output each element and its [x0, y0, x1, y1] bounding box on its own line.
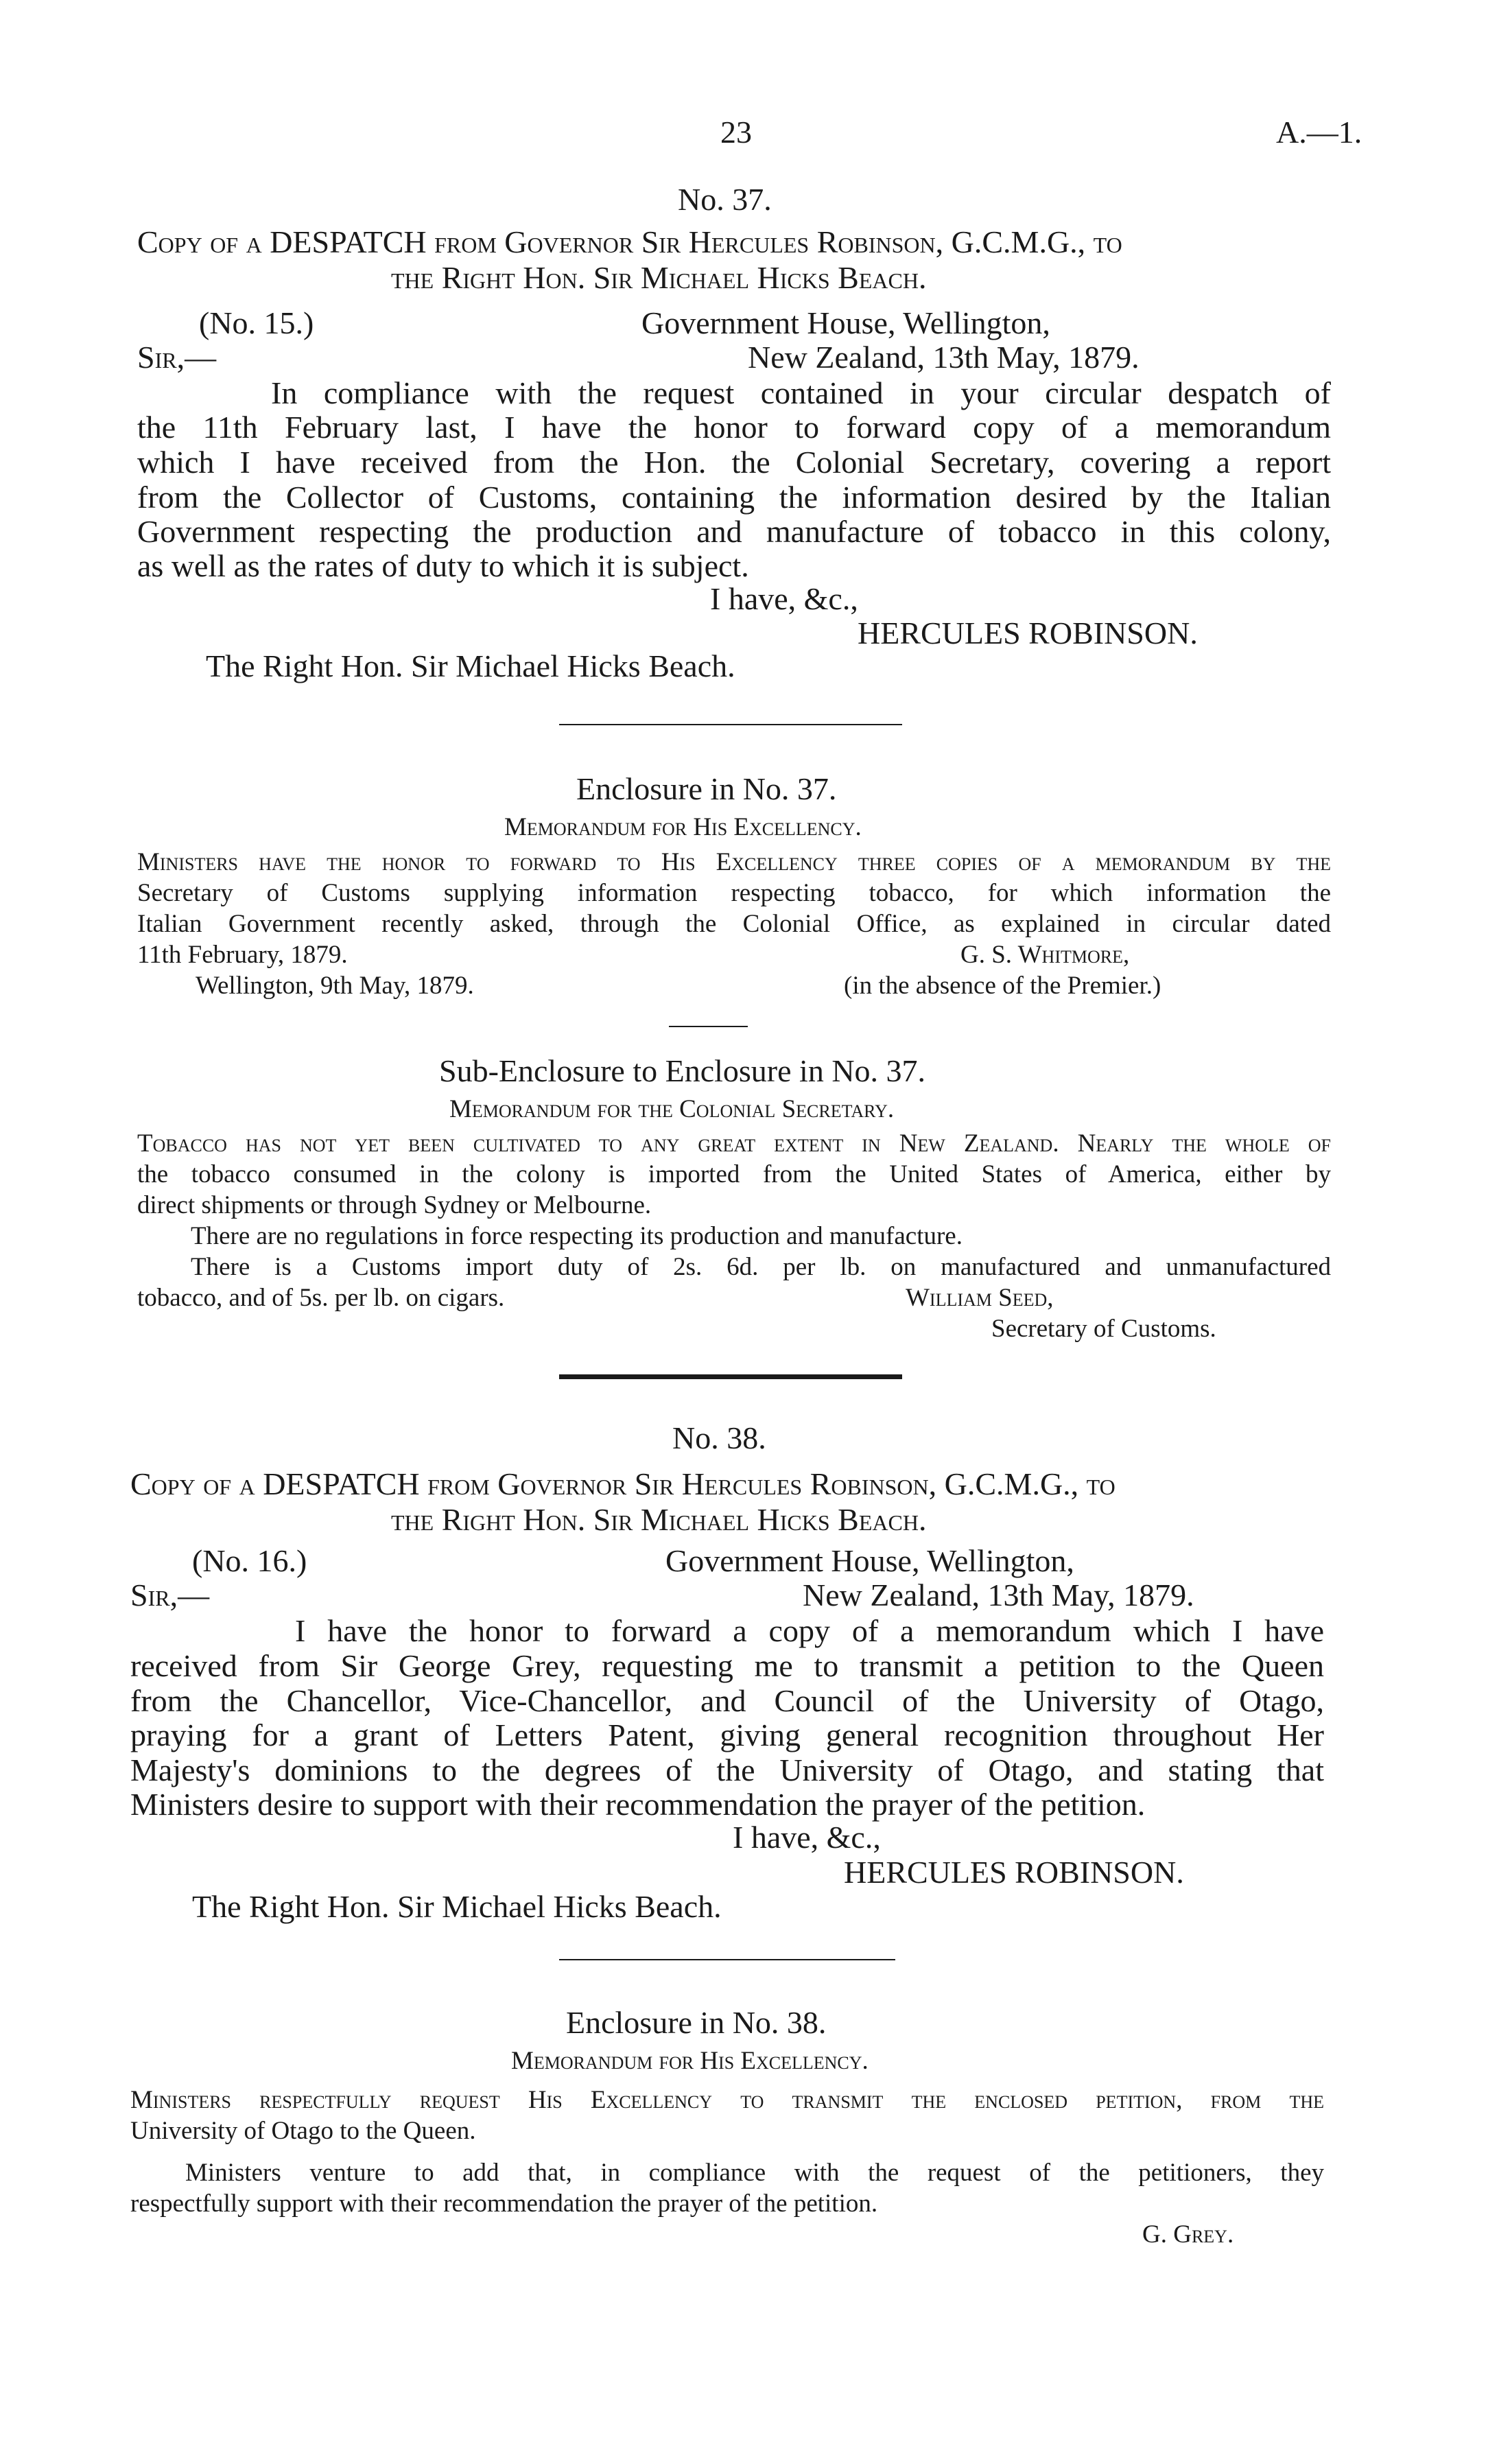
page-number: 23 [720, 115, 752, 150]
address-line: New Zealand, 13th May, 1879. [803, 1577, 1194, 1612]
body-line: Ministers have the honor to forward to His Excellency three copies of a memorandum by the [137, 848, 1331, 876]
despatch-title: the Right Hon. Sir Michael Hicks Beach. [391, 260, 927, 295]
signature: HERCULES ROBINSON. [858, 615, 1198, 650]
body-line: Tobacco has not yet been cultivated to any great extent in New Zealand. Nearly the whole of [137, 1129, 1331, 1158]
memorandum-subheading: Memorandum for His Excellency. [511, 2047, 869, 2075]
body-line: which I have received from the Hon. the Colonial Secretary, covering a report [137, 445, 1331, 480]
signature: G. S. Whitmore, [960, 941, 1130, 969]
body-line: respectfully support with their recommendation the prayer of the petition. [130, 2190, 878, 2218]
body-line: the tobacco consumed in the colony is imported from the United States of America, either by [137, 1160, 1331, 1188]
body-line: Secretary of Customs supplying information respecting tobacco, for which information the [137, 879, 1331, 907]
despatch-number: No. 37. [678, 182, 772, 217]
body-line: Ministers venture to add that, in compliance with the request of the petitioners, they [185, 2159, 1324, 2187]
paper-reference: A.—1. [1276, 115, 1362, 150]
body-line: University of Otago to the Queen. [130, 2117, 476, 2145]
signature-note: (in the absence of the Premier.) [844, 972, 1161, 1000]
body-line: from the Chancellor, Vice-Chancellor, and Council of the University of Otago, [130, 1683, 1324, 1718]
signature: HERCULES ROBINSON. [844, 1855, 1184, 1890]
body-line: Majesty's dominions to the degrees of the University of Otago, and stating that [130, 1752, 1324, 1787]
body-line: Italian Government recently asked, through the Colonial Office, as explained in circular dated [137, 910, 1331, 938]
signature-title: Secretary of Customs. [991, 1315, 1216, 1343]
closing: I have, &c., [733, 1820, 881, 1855]
body-line: I have the honor to forward a copy of a memorandum which I have [295, 1613, 1324, 1648]
body-line: from the Collector of Customs, containing the information desired by the Italian [137, 480, 1331, 515]
enclosure-heading: Enclosure in No. 37. [576, 771, 837, 806]
despatch-title: Copy of a DESPATCH from Governor Sir Hercules Robinson, G.C.M.G., to [137, 224, 1122, 259]
body-line: as well as the rates of duty to which it is subject. [137, 548, 749, 583]
body-line: There are no regulations in force respecting its production and manufacture. [191, 1222, 963, 1250]
memorandum-subheading: Memorandum for His Excellency. [504, 813, 862, 841]
signature: William Seed, [906, 1284, 1054, 1312]
body-line: Ministers desire to support with their recommendation the prayer of the petition. [130, 1787, 1146, 1822]
body-line: Government respecting the production and manufacture of tobacco in this colony, [137, 514, 1331, 549]
addressee: The Right Hon. Sir Michael Hicks Beach. [206, 648, 735, 683]
address-line: New Zealand, 13th May, 1879. [748, 340, 1140, 375]
place-date: Wellington, 9th May, 1879. [196, 972, 474, 1000]
despatch-ref-number: (No. 15.) [199, 305, 314, 340]
despatch-number: No. 38. [672, 1420, 766, 1455]
despatch-title: the Right Hon. Sir Michael Hicks Beach. [391, 1502, 927, 1537]
closing: I have, &c., [710, 581, 858, 616]
body-line: the 11th February last, I have the honor to forward copy of a memorandum [137, 410, 1331, 445]
salutation: Sir,— [137, 340, 217, 375]
enclosure-heading: Sub-Enclosure to Enclosure in No. 37. [439, 1053, 926, 1088]
section-divider [559, 1959, 895, 1960]
despatch-title: Copy of a DESPATCH from Governor Sir Hercules Robinson, G.C.M.G., to [130, 1466, 1116, 1501]
body-line: Ministers respectfully request His Excellency to transmit the enclosed petition, from the [130, 2086, 1324, 2114]
body-line: tobacco, and of 5s. per lb. on cigars. [137, 1284, 505, 1312]
address-line: Government House, Wellington, [641, 305, 1050, 340]
section-divider [559, 724, 902, 725]
signature: G. Grey. [1142, 2220, 1234, 2249]
body-line: received from Sir George Grey, requesting me to transmit a petition to the Queen [130, 1648, 1324, 1683]
addressee: The Right Hon. Sir Michael Hicks Beach. [192, 1889, 722, 1924]
body-line: There is a Customs import duty of 2s. 6d. per lb. on manufactured and unmanufactured [191, 1253, 1331, 1281]
enclosure-heading: Enclosure in No. 38. [566, 2005, 827, 2040]
salutation: Sir,— [130, 1577, 210, 1612]
body-line: In compliance with the request contained in your circular despatch of [271, 375, 1331, 410]
body-line: praying for a grant of Letters Patent, giving general recognition throughout Her [130, 1717, 1324, 1752]
section-divider [669, 1026, 748, 1027]
body-line: 11th February, 1879. [137, 941, 348, 969]
despatch-ref-number: (No. 16.) [192, 1543, 307, 1578]
body-line: direct shipments or through Sydney or Melbourne. [137, 1191, 652, 1219]
memorandum-subheading: Memorandum for the Colonial Secretary. [449, 1095, 895, 1123]
address-line: Government House, Wellington, [665, 1543, 1074, 1578]
section-divider [559, 1374, 902, 1379]
